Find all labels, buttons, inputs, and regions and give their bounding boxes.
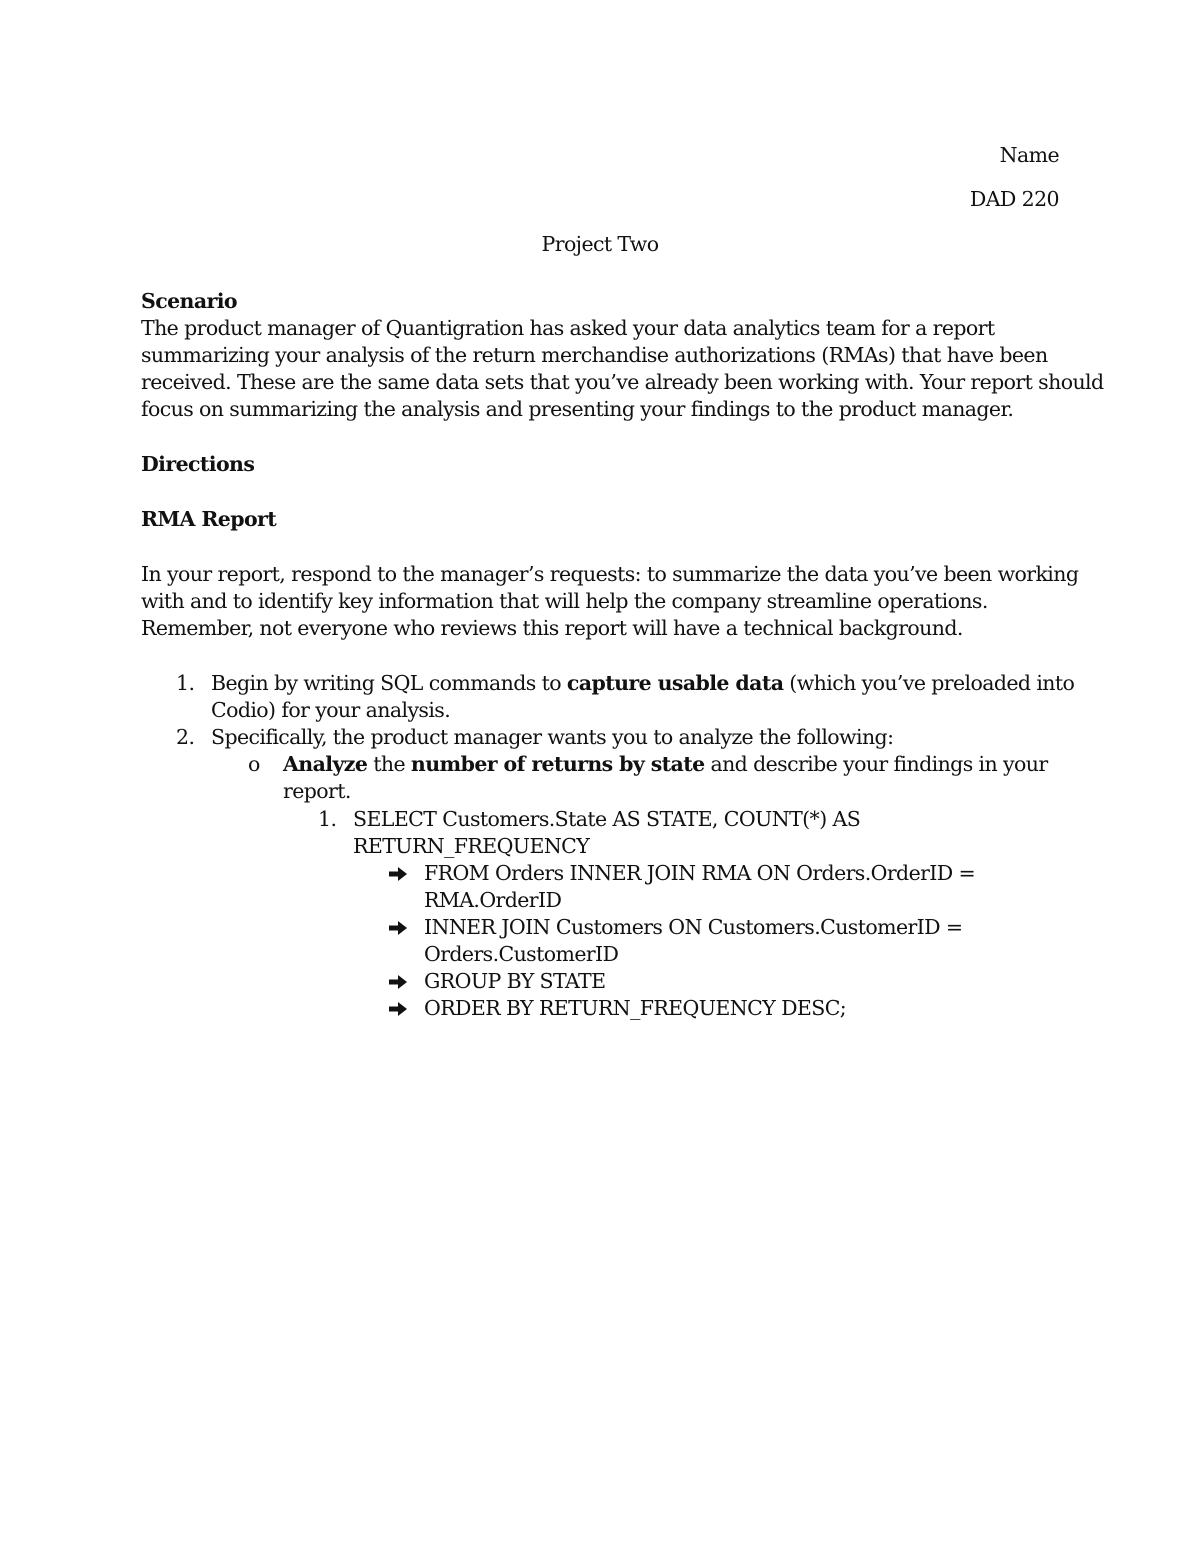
rma-report-heading: RMA Report (141, 507, 277, 531)
sql-clause-line: Orders.CustomerID (424, 942, 619, 966)
sub-bullet-line-2: report. (283, 779, 351, 803)
sql-clause-join (424, 914, 963, 968)
rma-report-line: with and to identify key information that will help the company streamline operations. (141, 589, 988, 613)
document-title: Project Two (541, 232, 659, 256)
sql-clause-line: INNER JOIN Customers ON Customers.CustomerID = (424, 915, 963, 939)
list-number: 1. (176, 671, 195, 695)
scenario-line: The product manager of Quantigration has asked your data analytics team for a report (141, 316, 995, 340)
list-item-2: Specifically, the product manager wants you to analyze the following: (211, 725, 894, 749)
scenario-line: focus on summarizing the analysis and presenting your findings to the product manager. (141, 397, 1014, 421)
sql-select-line-1: SELECT Customers.State AS STATE, COUNT(*) AS (353, 807, 861, 831)
list-item-1 (211, 670, 1074, 724)
rma-report-line: Remember, not everyone who reviews this report will have a technical background. (141, 616, 963, 640)
arrow-right-icon (388, 973, 408, 991)
list-item-1-line-1 (211, 670, 1074, 697)
sql-clause-order-by: ORDER BY RETURN_FREQUENCY DESC; (424, 996, 847, 1020)
rma-report-line: In your report, respond to the manager’s requests: to summarize the data you’ve been working (141, 562, 1079, 586)
list-item-1-pre: Begin by writing SQL commands to (211, 671, 567, 695)
sub-bullet-mid: the (367, 752, 411, 776)
sub-bullet-bold-2: number of returns by state (410, 752, 705, 776)
sub-bullet-bold-1: Analyze (283, 752, 368, 776)
sql-clause-line: RMA.OrderID (424, 888, 562, 912)
student-name: Name (999, 143, 1059, 167)
sql-select-line-2: RETURN_FREQUENCY (353, 834, 590, 858)
scenario-heading: Scenario (141, 289, 237, 313)
sql-clause-group-by: GROUP BY STATE (424, 969, 606, 993)
scenario-paragraph (141, 315, 1104, 423)
course-code: DAD 220 (969, 187, 1059, 211)
list-item-1-post: (which you’ve preloaded into (783, 671, 1075, 695)
list-number: 2. (176, 725, 195, 749)
arrow-right-icon (388, 865, 408, 883)
sql-number: 1. (318, 807, 337, 831)
sub-bullet-post: and describe your findings in your (704, 752, 1048, 776)
arrow-right-icon (388, 919, 408, 937)
list-item-1-line-2: Codio) for your analysis. (211, 698, 451, 722)
sub-bullet-item (283, 751, 1048, 805)
sql-clause-from (424, 860, 975, 914)
sub-bullet-line-1 (283, 751, 1048, 778)
scenario-line: summarizing your analysis of the return merchandise authorizations (RMAs) that have been (141, 343, 1048, 367)
rma-report-paragraph (141, 561, 1079, 642)
arrow-right-icon (388, 1000, 408, 1018)
list-item-1-bold: capture usable data (566, 671, 784, 695)
directions-heading: Directions (141, 452, 255, 476)
scenario-line: received. These are the same data sets that you’ve already been working with. Your report should (141, 370, 1104, 394)
sql-select (353, 806, 860, 860)
bullet-marker: o (248, 752, 260, 776)
sql-clause-line: FROM Orders INNER JOIN RMA ON Orders.OrderID = (424, 861, 976, 885)
